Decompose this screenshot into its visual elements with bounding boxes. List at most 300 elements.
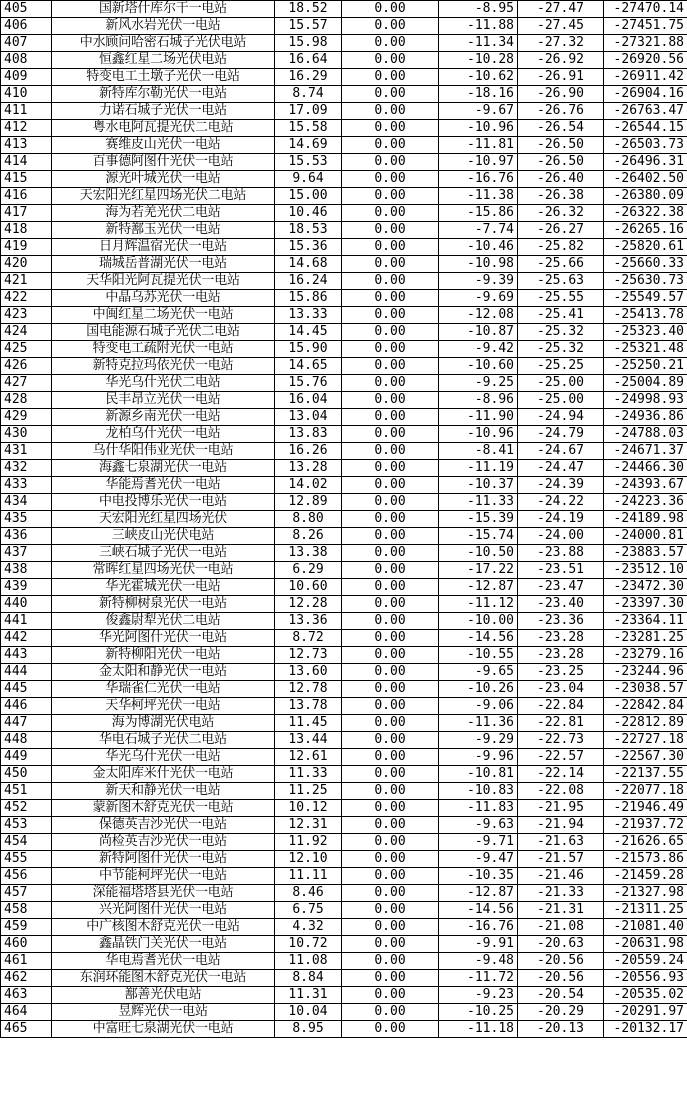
value-e-cell[interactable]: -24936.86 [604, 409, 687, 426]
value-a-cell[interactable]: 15.90 [275, 341, 342, 358]
value-b-cell[interactable]: 0.00 [342, 528, 439, 545]
value-a-cell[interactable]: 10.12 [275, 800, 342, 817]
row-index-cell[interactable]: 448 [1, 732, 52, 749]
value-d-cell[interactable]: -25.32 [518, 341, 604, 358]
station-name-cell[interactable]: 恒鑫红星二场光伏电站 [52, 52, 275, 69]
value-d-cell[interactable]: -23.40 [518, 596, 604, 613]
value-a-cell[interactable]: 10.72 [275, 936, 342, 953]
value-d-cell[interactable]: -24.00 [518, 528, 604, 545]
value-b-cell[interactable]: 0.00 [342, 579, 439, 596]
station-name-cell[interactable]: 粤水电阿瓦提光伏二电站 [52, 120, 275, 137]
station-name-cell[interactable]: 力诺石城子光伏一电站 [52, 103, 275, 120]
value-a-cell[interactable]: 18.52 [275, 1, 342, 18]
row-index-cell[interactable]: 446 [1, 698, 52, 715]
row-index-cell[interactable]: 433 [1, 477, 52, 494]
value-a-cell[interactable]: 13.28 [275, 460, 342, 477]
value-e-cell[interactable]: -23397.30 [604, 596, 687, 613]
value-c-cell[interactable]: -9.48 [439, 953, 518, 970]
value-d-cell[interactable]: -23.28 [518, 630, 604, 647]
station-name-cell[interactable]: 中电投博乐光伏一电站 [52, 494, 275, 511]
value-a-cell[interactable]: 6.29 [275, 562, 342, 579]
value-b-cell[interactable]: 0.00 [342, 426, 439, 443]
station-name-cell[interactable]: 天宏阳光红星四场光伏 [52, 511, 275, 528]
value-b-cell[interactable]: 0.00 [342, 749, 439, 766]
value-a-cell[interactable]: 11.92 [275, 834, 342, 851]
station-name-cell[interactable]: 中晶乌苏光伏一电站 [52, 290, 275, 307]
value-b-cell[interactable]: 0.00 [342, 307, 439, 324]
value-e-cell[interactable]: -27470.14 [604, 1, 687, 18]
value-b-cell[interactable]: 0.00 [342, 69, 439, 86]
station-name-cell[interactable]: 东润环能图木舒克光伏一电站 [52, 970, 275, 987]
value-a-cell[interactable]: 16.24 [275, 273, 342, 290]
value-d-cell[interactable]: -24.94 [518, 409, 604, 426]
station-name-cell[interactable]: 新特库尔勒光伏一电站 [52, 86, 275, 103]
value-b-cell[interactable]: 0.00 [342, 239, 439, 256]
value-c-cell[interactable]: -9.47 [439, 851, 518, 868]
row-index-cell[interactable]: 457 [1, 885, 52, 902]
station-name-cell[interactable]: 华光霍城光伏一电站 [52, 579, 275, 596]
station-name-cell[interactable]: 乌什华阳伟业光伏一电站 [52, 443, 275, 460]
value-a-cell[interactable]: 14.68 [275, 256, 342, 273]
value-b-cell[interactable]: 0.00 [342, 460, 439, 477]
value-b-cell[interactable]: 0.00 [342, 511, 439, 528]
value-c-cell[interactable]: -14.56 [439, 630, 518, 647]
value-e-cell[interactable]: -24393.67 [604, 477, 687, 494]
value-a-cell[interactable]: 10.60 [275, 579, 342, 596]
row-index-cell[interactable]: 434 [1, 494, 52, 511]
value-a-cell[interactable]: 17.09 [275, 103, 342, 120]
value-c-cell[interactable]: -10.26 [439, 681, 518, 698]
value-b-cell[interactable]: 0.00 [342, 953, 439, 970]
row-index-cell[interactable]: 440 [1, 596, 52, 613]
value-c-cell[interactable]: -9.25 [439, 375, 518, 392]
value-d-cell[interactable]: -23.47 [518, 579, 604, 596]
value-d-cell[interactable]: -20.56 [518, 970, 604, 987]
value-d-cell[interactable]: -24.67 [518, 443, 604, 460]
value-b-cell[interactable]: 0.00 [342, 52, 439, 69]
value-c-cell[interactable]: -8.41 [439, 443, 518, 460]
station-name-cell[interactable]: 华光乌什光伏二电站 [52, 375, 275, 392]
value-c-cell[interactable]: -10.50 [439, 545, 518, 562]
value-c-cell[interactable]: -11.72 [439, 970, 518, 987]
value-a-cell[interactable]: 8.80 [275, 511, 342, 528]
value-b-cell[interactable]: 0.00 [342, 766, 439, 783]
value-d-cell[interactable]: -21.46 [518, 868, 604, 885]
row-index-cell[interactable]: 418 [1, 222, 52, 239]
row-index-cell[interactable]: 429 [1, 409, 52, 426]
row-index-cell[interactable]: 438 [1, 562, 52, 579]
value-d-cell[interactable]: -20.29 [518, 1004, 604, 1021]
station-name-cell[interactable]: 新天和静光伏一电站 [52, 783, 275, 800]
value-a-cell[interactable]: 12.73 [275, 647, 342, 664]
value-d-cell[interactable]: -25.41 [518, 307, 604, 324]
value-a-cell[interactable]: 15.76 [275, 375, 342, 392]
value-c-cell[interactable]: -10.28 [439, 52, 518, 69]
row-index-cell[interactable]: 431 [1, 443, 52, 460]
value-b-cell[interactable]: 0.00 [342, 18, 439, 35]
value-a-cell[interactable]: 13.60 [275, 664, 342, 681]
row-index-cell[interactable]: 464 [1, 1004, 52, 1021]
value-e-cell[interactable]: -21327.98 [604, 885, 687, 902]
value-d-cell[interactable]: -23.88 [518, 545, 604, 562]
value-e-cell[interactable]: -23279.16 [604, 647, 687, 664]
value-e-cell[interactable]: -25250.21 [604, 358, 687, 375]
value-a-cell[interactable]: 14.45 [275, 324, 342, 341]
value-b-cell[interactable]: 0.00 [342, 358, 439, 375]
value-d-cell[interactable]: -21.95 [518, 800, 604, 817]
value-c-cell[interactable]: -11.90 [439, 409, 518, 426]
value-a-cell[interactable]: 13.38 [275, 545, 342, 562]
row-index-cell[interactable]: 437 [1, 545, 52, 562]
value-b-cell[interactable]: 0.00 [342, 919, 439, 936]
row-index-cell[interactable]: 449 [1, 749, 52, 766]
value-e-cell[interactable]: -22137.55 [604, 766, 687, 783]
value-d-cell[interactable]: -24.22 [518, 494, 604, 511]
value-d-cell[interactable]: -21.31 [518, 902, 604, 919]
value-a-cell[interactable]: 15.00 [275, 188, 342, 205]
value-c-cell[interactable]: -9.63 [439, 817, 518, 834]
station-name-cell[interactable]: 三峡石城子光伏一电站 [52, 545, 275, 562]
value-b-cell[interactable]: 0.00 [342, 664, 439, 681]
value-e-cell[interactable]: -21459.28 [604, 868, 687, 885]
value-d-cell[interactable]: -24.79 [518, 426, 604, 443]
station-name-cell[interactable]: 华瑞雀仁光伏一电站 [52, 681, 275, 698]
station-name-cell[interactable]: 赛维皮山光伏一电站 [52, 137, 275, 154]
value-e-cell[interactable]: -24000.81 [604, 528, 687, 545]
value-a-cell[interactable]: 16.64 [275, 52, 342, 69]
value-c-cell[interactable]: -12.87 [439, 885, 518, 902]
value-a-cell[interactable]: 14.65 [275, 358, 342, 375]
value-d-cell[interactable]: -21.08 [518, 919, 604, 936]
value-a-cell[interactable]: 14.69 [275, 137, 342, 154]
value-c-cell[interactable]: -10.96 [439, 426, 518, 443]
value-c-cell[interactable]: -9.67 [439, 103, 518, 120]
value-e-cell[interactable]: -23883.57 [604, 545, 687, 562]
value-e-cell[interactable]: -20631.98 [604, 936, 687, 953]
value-e-cell[interactable]: -23281.25 [604, 630, 687, 647]
value-d-cell[interactable]: -26.32 [518, 205, 604, 222]
row-index-cell[interactable]: 459 [1, 919, 52, 936]
row-index-cell[interactable]: 455 [1, 851, 52, 868]
value-b-cell[interactable]: 0.00 [342, 936, 439, 953]
value-e-cell[interactable]: -26911.42 [604, 69, 687, 86]
value-b-cell[interactable]: 0.00 [342, 851, 439, 868]
value-b-cell[interactable]: 0.00 [342, 341, 439, 358]
value-d-cell[interactable]: -27.47 [518, 1, 604, 18]
value-b-cell[interactable]: 0.00 [342, 86, 439, 103]
value-c-cell[interactable]: -10.97 [439, 154, 518, 171]
value-d-cell[interactable]: -23.28 [518, 647, 604, 664]
row-index-cell[interactable]: 430 [1, 426, 52, 443]
value-b-cell[interactable]: 0.00 [342, 375, 439, 392]
value-c-cell[interactable]: -9.29 [439, 732, 518, 749]
value-c-cell[interactable]: -15.74 [439, 528, 518, 545]
value-b-cell[interactable]: 0.00 [342, 885, 439, 902]
value-e-cell[interactable]: -23364.11 [604, 613, 687, 630]
value-e-cell[interactable]: -26904.16 [604, 86, 687, 103]
value-a-cell[interactable]: 12.61 [275, 749, 342, 766]
row-index-cell[interactable]: 435 [1, 511, 52, 528]
value-a-cell[interactable]: 12.10 [275, 851, 342, 868]
value-a-cell[interactable]: 11.08 [275, 953, 342, 970]
value-e-cell[interactable]: -25413.78 [604, 307, 687, 324]
value-c-cell[interactable]: -10.81 [439, 766, 518, 783]
value-d-cell[interactable]: -26.40 [518, 171, 604, 188]
value-e-cell[interactable]: -26763.47 [604, 103, 687, 120]
value-c-cell[interactable]: -16.76 [439, 171, 518, 188]
value-a-cell[interactable]: 16.29 [275, 69, 342, 86]
value-b-cell[interactable]: 0.00 [342, 392, 439, 409]
value-d-cell[interactable]: -22.81 [518, 715, 604, 732]
station-name-cell[interactable]: 三峡皮山光伏电站 [52, 528, 275, 545]
value-e-cell[interactable]: -26322.38 [604, 205, 687, 222]
value-e-cell[interactable]: -26402.50 [604, 171, 687, 188]
value-a-cell[interactable]: 15.53 [275, 154, 342, 171]
value-e-cell[interactable]: -26265.16 [604, 222, 687, 239]
value-c-cell[interactable]: -8.96 [439, 392, 518, 409]
station-name-cell[interactable]: 新特柳阳光伏一电站 [52, 647, 275, 664]
value-e-cell[interactable]: -22812.89 [604, 715, 687, 732]
value-c-cell[interactable]: -17.22 [439, 562, 518, 579]
station-name-cell[interactable]: 金太阳和静光伏一电站 [52, 664, 275, 681]
row-index-cell[interactable]: 465 [1, 1021, 52, 1038]
value-e-cell[interactable]: -24998.93 [604, 392, 687, 409]
station-name-cell[interactable]: 华电焉耆光伏一电站 [52, 953, 275, 970]
station-name-cell[interactable]: 新特克拉玛依光伏一电站 [52, 358, 275, 375]
station-name-cell[interactable]: 深能福塔塔县光伏一电站 [52, 885, 275, 902]
value-a-cell[interactable]: 15.86 [275, 290, 342, 307]
value-e-cell[interactable]: -20535.02 [604, 987, 687, 1004]
row-index-cell[interactable]: 461 [1, 953, 52, 970]
station-name-cell[interactable]: 新特鄯玉光伏一电站 [52, 222, 275, 239]
value-c-cell[interactable]: -8.95 [439, 1, 518, 18]
row-index-cell[interactable]: 452 [1, 800, 52, 817]
value-d-cell[interactable]: -25.66 [518, 256, 604, 273]
station-name-cell[interactable]: 国新塔什库尔干一电站 [52, 1, 275, 18]
station-name-cell[interactable]: 中节能柯坪光伏一电站 [52, 868, 275, 885]
row-index-cell[interactable]: 447 [1, 715, 52, 732]
value-a-cell[interactable]: 11.31 [275, 987, 342, 1004]
value-d-cell[interactable]: -20.63 [518, 936, 604, 953]
value-d-cell[interactable]: -25.25 [518, 358, 604, 375]
value-e-cell[interactable]: -24189.98 [604, 511, 687, 528]
value-d-cell[interactable]: -23.51 [518, 562, 604, 579]
value-c-cell[interactable]: -16.76 [439, 919, 518, 936]
value-e-cell[interactable]: -21311.25 [604, 902, 687, 919]
value-a-cell[interactable]: 8.84 [275, 970, 342, 987]
value-d-cell[interactable]: -23.36 [518, 613, 604, 630]
value-d-cell[interactable]: -20.54 [518, 987, 604, 1004]
value-d-cell[interactable]: -27.45 [518, 18, 604, 35]
value-b-cell[interactable]: 0.00 [342, 783, 439, 800]
value-b-cell[interactable]: 0.00 [342, 137, 439, 154]
station-name-cell[interactable]: 日月辉温宿光伏一电站 [52, 239, 275, 256]
value-e-cell[interactable]: -21626.65 [604, 834, 687, 851]
value-c-cell[interactable]: -10.62 [439, 69, 518, 86]
value-d-cell[interactable]: -24.19 [518, 511, 604, 528]
station-name-cell[interactable]: 中广核图木舒克光伏一电站 [52, 919, 275, 936]
row-index-cell[interactable]: 441 [1, 613, 52, 630]
row-index-cell[interactable]: 416 [1, 188, 52, 205]
station-name-cell[interactable]: 蒙新图木舒克光伏一电站 [52, 800, 275, 817]
value-c-cell[interactable]: -9.42 [439, 341, 518, 358]
row-index-cell[interactable]: 445 [1, 681, 52, 698]
row-index-cell[interactable]: 454 [1, 834, 52, 851]
station-name-cell[interactable]: 金太阳库米什光伏一电站 [52, 766, 275, 783]
row-index-cell[interactable]: 450 [1, 766, 52, 783]
value-a-cell[interactable]: 11.45 [275, 715, 342, 732]
row-index-cell[interactable]: 406 [1, 18, 52, 35]
value-d-cell[interactable]: -25.32 [518, 324, 604, 341]
value-c-cell[interactable]: -9.91 [439, 936, 518, 953]
row-index-cell[interactable]: 436 [1, 528, 52, 545]
value-a-cell[interactable]: 8.46 [275, 885, 342, 902]
station-name-cell[interactable]: 华光阿图什光伏一电站 [52, 630, 275, 647]
station-name-cell[interactable]: 瑞城岳普湖光伏一电站 [52, 256, 275, 273]
value-e-cell[interactable]: -20132.17 [604, 1021, 687, 1038]
station-name-cell[interactable]: 华电石城子光伏二电站 [52, 732, 275, 749]
row-index-cell[interactable]: 432 [1, 460, 52, 477]
row-index-cell[interactable]: 444 [1, 664, 52, 681]
value-e-cell[interactable]: -22567.30 [604, 749, 687, 766]
value-b-cell[interactable]: 0.00 [342, 103, 439, 120]
value-c-cell[interactable]: -9.96 [439, 749, 518, 766]
value-a-cell[interactable]: 16.04 [275, 392, 342, 409]
value-e-cell[interactable]: -26544.15 [604, 120, 687, 137]
row-index-cell[interactable]: 409 [1, 69, 52, 86]
value-b-cell[interactable]: 0.00 [342, 120, 439, 137]
value-e-cell[interactable]: -22077.18 [604, 783, 687, 800]
value-e-cell[interactable]: -23472.30 [604, 579, 687, 596]
row-index-cell[interactable]: 443 [1, 647, 52, 664]
row-index-cell[interactable]: 408 [1, 52, 52, 69]
value-b-cell[interactable]: 0.00 [342, 324, 439, 341]
value-a-cell[interactable]: 12.89 [275, 494, 342, 511]
value-b-cell[interactable]: 0.00 [342, 834, 439, 851]
value-d-cell[interactable]: -25.63 [518, 273, 604, 290]
value-c-cell[interactable]: -10.25 [439, 1004, 518, 1021]
value-b-cell[interactable]: 0.00 [342, 409, 439, 426]
value-c-cell[interactable]: -10.00 [439, 613, 518, 630]
value-b-cell[interactable]: 0.00 [342, 596, 439, 613]
value-d-cell[interactable]: -26.38 [518, 188, 604, 205]
value-e-cell[interactable]: -20291.97 [604, 1004, 687, 1021]
row-index-cell[interactable]: 425 [1, 341, 52, 358]
station-name-cell[interactable]: 新源乡南光伏一电站 [52, 409, 275, 426]
value-b-cell[interactable]: 0.00 [342, 290, 439, 307]
row-index-cell[interactable]: 427 [1, 375, 52, 392]
value-c-cell[interactable]: -14.56 [439, 902, 518, 919]
value-a-cell[interactable]: 13.33 [275, 307, 342, 324]
value-d-cell[interactable]: -26.91 [518, 69, 604, 86]
station-name-cell[interactable]: 源光叶城光伏一电站 [52, 171, 275, 188]
value-a-cell[interactable]: 6.75 [275, 902, 342, 919]
value-b-cell[interactable]: 0.00 [342, 817, 439, 834]
value-c-cell[interactable]: -10.37 [439, 477, 518, 494]
row-index-cell[interactable]: 460 [1, 936, 52, 953]
value-e-cell[interactable]: -27451.75 [604, 18, 687, 35]
value-b-cell[interactable]: 0.00 [342, 1021, 439, 1038]
value-d-cell[interactable]: -22.57 [518, 749, 604, 766]
value-d-cell[interactable]: -25.55 [518, 290, 604, 307]
value-e-cell[interactable]: -27321.88 [604, 35, 687, 52]
value-e-cell[interactable]: -25004.89 [604, 375, 687, 392]
value-e-cell[interactable]: -24671.37 [604, 443, 687, 460]
value-d-cell[interactable]: -26.76 [518, 103, 604, 120]
value-a-cell[interactable]: 4.32 [275, 919, 342, 936]
station-name-cell[interactable]: 新特柳树泉光伏一电站 [52, 596, 275, 613]
station-name-cell[interactable]: 中闽红星二场光伏一电站 [52, 307, 275, 324]
value-c-cell[interactable]: -9.71 [439, 834, 518, 851]
value-b-cell[interactable]: 0.00 [342, 970, 439, 987]
row-index-cell[interactable]: 413 [1, 137, 52, 154]
value-d-cell[interactable]: -25.82 [518, 239, 604, 256]
value-e-cell[interactable]: -26496.31 [604, 154, 687, 171]
value-e-cell[interactable]: -25321.48 [604, 341, 687, 358]
value-b-cell[interactable]: 0.00 [342, 545, 439, 562]
row-index-cell[interactable]: 415 [1, 171, 52, 188]
value-a-cell[interactable]: 12.78 [275, 681, 342, 698]
row-index-cell[interactable]: 414 [1, 154, 52, 171]
value-b-cell[interactable]: 0.00 [342, 35, 439, 52]
value-d-cell[interactable]: -21.57 [518, 851, 604, 868]
value-d-cell[interactable]: -23.04 [518, 681, 604, 698]
station-name-cell[interactable]: 尚检英吉沙光伏一电站 [52, 834, 275, 851]
value-c-cell[interactable]: -11.83 [439, 800, 518, 817]
value-a-cell[interactable]: 11.25 [275, 783, 342, 800]
station-name-cell[interactable]: 常晖红星四场光伏一电站 [52, 562, 275, 579]
value-e-cell[interactable]: -24223.36 [604, 494, 687, 511]
value-a-cell[interactable]: 13.44 [275, 732, 342, 749]
value-c-cell[interactable]: -11.81 [439, 137, 518, 154]
station-name-cell[interactable]: 中水顾问哈密石城子光伏电站 [52, 35, 275, 52]
value-b-cell[interactable]: 0.00 [342, 1004, 439, 1021]
station-name-cell[interactable]: 天华阳光阿瓦提光伏一电站 [52, 273, 275, 290]
value-c-cell[interactable]: -10.35 [439, 868, 518, 885]
value-c-cell[interactable]: -15.86 [439, 205, 518, 222]
row-index-cell[interactable]: 426 [1, 358, 52, 375]
value-c-cell[interactable]: -11.18 [439, 1021, 518, 1038]
value-e-cell[interactable]: -20556.93 [604, 970, 687, 987]
value-e-cell[interactable]: -26380.09 [604, 188, 687, 205]
value-e-cell[interactable]: -23244.96 [604, 664, 687, 681]
value-d-cell[interactable]: -26.54 [518, 120, 604, 137]
value-d-cell[interactable]: -26.50 [518, 137, 604, 154]
station-name-cell[interactable]: 天华柯坪光伏一电站 [52, 698, 275, 715]
row-index-cell[interactable]: 412 [1, 120, 52, 137]
value-a-cell[interactable]: 14.02 [275, 477, 342, 494]
value-a-cell[interactable]: 13.04 [275, 409, 342, 426]
value-d-cell[interactable]: -21.63 [518, 834, 604, 851]
value-d-cell[interactable]: -26.50 [518, 154, 604, 171]
value-d-cell[interactable]: -22.08 [518, 783, 604, 800]
value-d-cell[interactable]: -26.27 [518, 222, 604, 239]
value-a-cell[interactable]: 15.98 [275, 35, 342, 52]
value-b-cell[interactable]: 0.00 [342, 698, 439, 715]
row-index-cell[interactable]: 428 [1, 392, 52, 409]
value-e-cell[interactable]: -26920.56 [604, 52, 687, 69]
value-c-cell[interactable]: -11.33 [439, 494, 518, 511]
value-c-cell[interactable]: -7.74 [439, 222, 518, 239]
value-c-cell[interactable]: -10.60 [439, 358, 518, 375]
value-e-cell[interactable]: -25630.73 [604, 273, 687, 290]
value-a-cell[interactable]: 8.74 [275, 86, 342, 103]
station-name-cell[interactable]: 昱辉光伏一电站 [52, 1004, 275, 1021]
value-a-cell[interactable]: 9.64 [275, 171, 342, 188]
value-d-cell[interactable]: -24.47 [518, 460, 604, 477]
value-c-cell[interactable]: -10.98 [439, 256, 518, 273]
row-index-cell[interactable]: 419 [1, 239, 52, 256]
